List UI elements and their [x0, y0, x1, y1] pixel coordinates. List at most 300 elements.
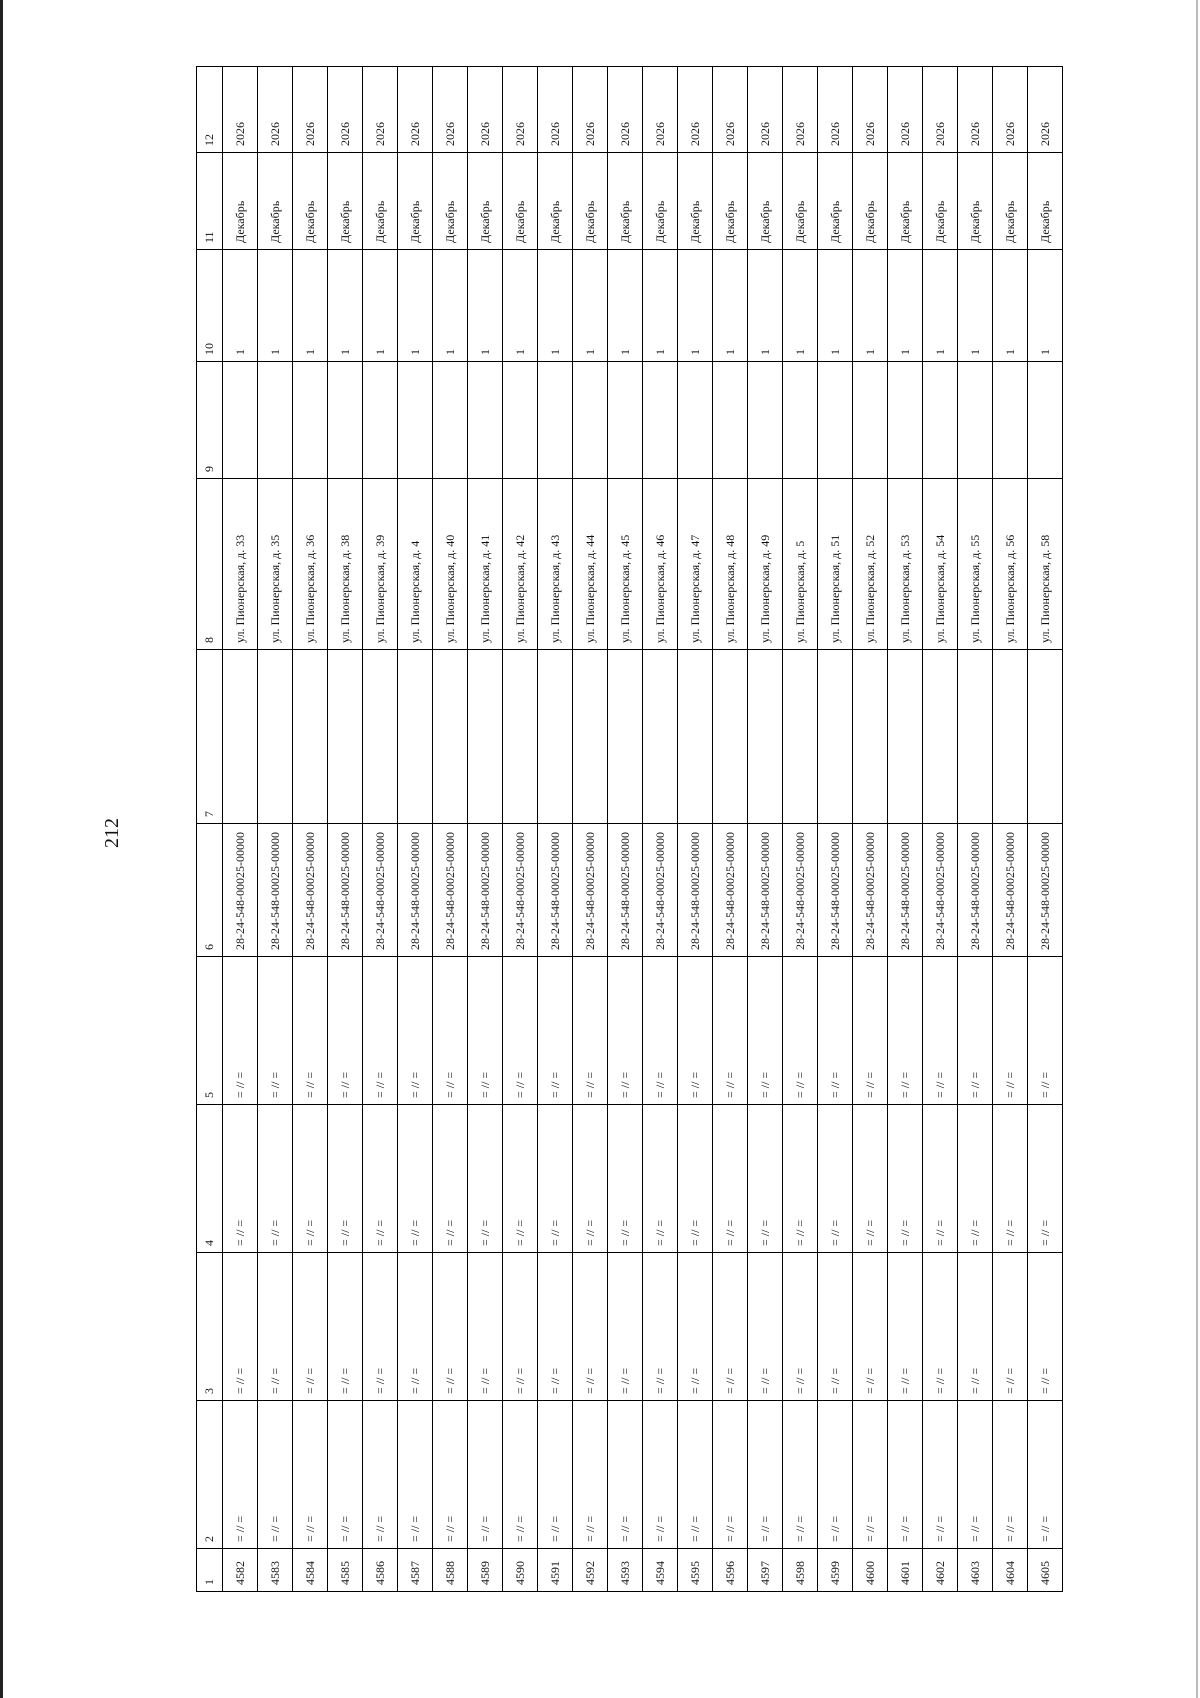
- col4-cell: = // =: [573, 1105, 608, 1253]
- table-row: [293, 67, 328, 1592]
- col9-cell: [713, 362, 748, 479]
- col2-cell: = // =: [853, 1401, 888, 1549]
- col2-cell: = // =: [398, 1401, 433, 1549]
- col3-cell: = // =: [503, 1253, 538, 1401]
- col3-cell: = // =: [923, 1253, 958, 1401]
- address-cell: ул. Пионерская, д. 42: [503, 479, 538, 650]
- col7-cell: [608, 650, 643, 824]
- column-header: 8: [197, 479, 223, 650]
- address-cell: ул. Пионерская, д. 44: [573, 479, 608, 650]
- year-cell: 2026: [223, 67, 258, 153]
- year-cell: 2026: [258, 67, 293, 153]
- col3-cell: = // =: [713, 1253, 748, 1401]
- table-row: [1028, 67, 1063, 1592]
- col3-cell: = // =: [818, 1253, 853, 1401]
- table-row: [468, 67, 503, 1592]
- scan-edge-right: [1196, 0, 1198, 1698]
- year-cell: 2026: [678, 67, 713, 153]
- year-cell: 2026: [538, 67, 573, 153]
- address-cell: ул. Пионерская, д. 38: [328, 479, 363, 650]
- month-cell: Декабрь: [363, 153, 398, 250]
- table-row: [538, 67, 573, 1592]
- col5-cell: = // =: [258, 957, 293, 1105]
- col3-cell: = // =: [363, 1253, 398, 1401]
- column-header: 3: [197, 1253, 223, 1401]
- col2-cell: = // =: [1028, 1401, 1063, 1549]
- col4-cell: = // =: [958, 1105, 993, 1253]
- year-cell: 2026: [328, 67, 363, 153]
- col2-cell: = // =: [433, 1401, 468, 1549]
- col5-cell: = // =: [678, 957, 713, 1105]
- col4-cell: = // =: [503, 1105, 538, 1253]
- column-header: 4: [197, 1105, 223, 1253]
- col4-cell: = // =: [888, 1105, 923, 1253]
- col2-cell: = // =: [643, 1401, 678, 1549]
- col4-cell: = // =: [608, 1105, 643, 1253]
- quantity-cell: 1: [818, 250, 853, 362]
- col7-cell: [468, 650, 503, 824]
- column-header: 2: [197, 1401, 223, 1549]
- col2-cell: = // =: [608, 1401, 643, 1549]
- col3-cell: = // =: [468, 1253, 503, 1401]
- address-cell: ул. Пионерская, д. 48: [713, 479, 748, 650]
- quantity-cell: 1: [1028, 250, 1063, 362]
- quantity-cell: 1: [398, 250, 433, 362]
- quantity-cell: 1: [783, 250, 818, 362]
- col7-cell: [573, 650, 608, 824]
- col7-cell: [538, 650, 573, 824]
- quantity-cell: 1: [433, 250, 468, 362]
- table-row: [223, 67, 258, 1592]
- table-row: [643, 67, 678, 1592]
- col9-cell: [853, 362, 888, 479]
- col7-cell: [993, 650, 1028, 824]
- address-cell: ул. Пионерская, д. 54: [923, 479, 958, 650]
- col2-cell: = // =: [748, 1401, 783, 1549]
- col3-cell: = // =: [328, 1253, 363, 1401]
- row-number-cell: 4596: [713, 1549, 748, 1592]
- quantity-cell: 1: [958, 250, 993, 362]
- row-number-cell: 4599: [818, 1549, 853, 1592]
- month-cell: Декабрь: [678, 153, 713, 250]
- table-row: [608, 67, 643, 1592]
- address-cell: ул. Пионерская, д. 46: [643, 479, 678, 650]
- col4-cell: = // =: [643, 1105, 678, 1253]
- col5-cell: = // =: [468, 957, 503, 1105]
- quantity-cell: 1: [678, 250, 713, 362]
- col2-cell: = // =: [363, 1401, 398, 1549]
- cadastral-code-cell: 28-24-548-00025-00000: [328, 824, 363, 957]
- col9-cell: [363, 362, 398, 479]
- table-row: [853, 67, 888, 1592]
- table-row: [398, 67, 433, 1592]
- col2-cell: = // =: [818, 1401, 853, 1549]
- col2-cell: = // =: [223, 1401, 258, 1549]
- col5-cell: = // =: [293, 957, 328, 1105]
- table-row: [923, 67, 958, 1592]
- year-cell: 2026: [888, 67, 923, 153]
- col5-cell: = // =: [328, 957, 363, 1105]
- col9-cell: [433, 362, 468, 479]
- col5-cell: = // =: [818, 957, 853, 1105]
- col3-cell: = // =: [258, 1253, 293, 1401]
- col2-cell: = // =: [678, 1401, 713, 1549]
- month-cell: Декабрь: [1028, 153, 1063, 250]
- col7-cell: [923, 650, 958, 824]
- col3-cell: = // =: [678, 1253, 713, 1401]
- col5-cell: = // =: [993, 957, 1028, 1105]
- col2-cell: = // =: [328, 1401, 363, 1549]
- address-cell: ул. Пионерская, д. 56: [993, 479, 1028, 650]
- table-row: [258, 67, 293, 1592]
- col2-cell: = // =: [713, 1401, 748, 1549]
- column-header: 10: [197, 250, 223, 362]
- col4-cell: = // =: [398, 1105, 433, 1253]
- page-number: 212: [101, 818, 123, 848]
- year-cell: 2026: [363, 67, 398, 153]
- table-row: [573, 67, 608, 1592]
- col3-cell: = // =: [398, 1253, 433, 1401]
- col4-cell: = // =: [678, 1105, 713, 1253]
- col2-cell: = // =: [923, 1401, 958, 1549]
- col7-cell: [293, 650, 328, 824]
- col4-cell: = // =: [713, 1105, 748, 1253]
- row-number-cell: 4598: [783, 1549, 818, 1592]
- column-header: 5: [197, 957, 223, 1105]
- col3-cell: = // =: [1028, 1253, 1063, 1401]
- row-number-cell: 4595: [678, 1549, 713, 1592]
- year-cell: 2026: [398, 67, 433, 153]
- col5-cell: = // =: [923, 957, 958, 1105]
- col2-cell: = // =: [468, 1401, 503, 1549]
- address-cell: ул. Пионерская, д. 4: [398, 479, 433, 650]
- year-cell: 2026: [1028, 67, 1063, 153]
- col3-cell: = // =: [573, 1253, 608, 1401]
- row-number-cell: 4587: [398, 1549, 433, 1592]
- year-cell: 2026: [748, 67, 783, 153]
- registry-table-wrapper: [196, 67, 1093, 1592]
- cadastral-code-cell: 28-24-548-00025-00000: [573, 824, 608, 957]
- address-cell: ул. Пионерская, д. 45: [608, 479, 643, 650]
- year-cell: 2026: [818, 67, 853, 153]
- col4-cell: = // =: [258, 1105, 293, 1253]
- col9-cell: [923, 362, 958, 479]
- column-header: 6: [197, 824, 223, 957]
- table-row: [958, 67, 993, 1592]
- cadastral-code-cell: 28-24-548-00025-00000: [258, 824, 293, 957]
- address-cell: ул. Пионерская, д. 5: [783, 479, 818, 650]
- address-cell: ул. Пионерская, д. 36: [293, 479, 328, 650]
- col3-cell: = // =: [888, 1253, 923, 1401]
- col5-cell: = // =: [573, 957, 608, 1105]
- col4-cell: = // =: [1028, 1105, 1063, 1253]
- col4-cell: = // =: [538, 1105, 573, 1253]
- row-number-cell: 4597: [748, 1549, 783, 1592]
- col7-cell: [503, 650, 538, 824]
- quantity-cell: 1: [748, 250, 783, 362]
- row-number-cell: 4588: [433, 1549, 468, 1592]
- row-number-cell: 4600: [853, 1549, 888, 1592]
- column-header: 7: [197, 650, 223, 824]
- col5-cell: = // =: [608, 957, 643, 1105]
- col9-cell: [1028, 362, 1063, 479]
- col5-cell: = // =: [853, 957, 888, 1105]
- quantity-cell: 1: [363, 250, 398, 362]
- address-cell: ул. Пионерская, д. 49: [748, 479, 783, 650]
- col4-cell: = // =: [818, 1105, 853, 1253]
- row-number-cell: 4593: [608, 1549, 643, 1592]
- year-cell: 2026: [468, 67, 503, 153]
- col4-cell: = // =: [363, 1105, 398, 1253]
- year-cell: 2026: [433, 67, 468, 153]
- cadastral-code-cell: 28-24-548-00025-00000: [958, 824, 993, 957]
- col3-cell: = // =: [223, 1253, 258, 1401]
- row-number-cell: 4604: [993, 1549, 1028, 1592]
- col7-cell: [783, 650, 818, 824]
- col9-cell: [328, 362, 363, 479]
- col9-cell: [608, 362, 643, 479]
- col5-cell: = // =: [958, 957, 993, 1105]
- table-body: [197, 67, 1063, 1592]
- col3-cell: = // =: [538, 1253, 573, 1401]
- col4-cell: = // =: [468, 1105, 503, 1253]
- col4-cell: = // =: [923, 1105, 958, 1253]
- quantity-cell: 1: [258, 250, 293, 362]
- month-cell: Декабрь: [538, 153, 573, 250]
- col4-cell: = // =: [783, 1105, 818, 1253]
- cadastral-code-cell: 28-24-548-00025-00000: [433, 824, 468, 957]
- quantity-cell: 1: [888, 250, 923, 362]
- table-row: [993, 67, 1028, 1592]
- col2-cell: = // =: [783, 1401, 818, 1549]
- col2-cell: = // =: [503, 1401, 538, 1549]
- row-number-cell: 4582: [223, 1549, 258, 1592]
- col4-cell: = // =: [433, 1105, 468, 1253]
- cadastral-code-cell: 28-24-548-00025-00000: [853, 824, 888, 957]
- column-header: 1: [197, 1549, 223, 1592]
- col5-cell: = // =: [363, 957, 398, 1105]
- cadastral-code-cell: 28-24-548-00025-00000: [503, 824, 538, 957]
- col7-cell: [398, 650, 433, 824]
- col4-cell: = // =: [993, 1105, 1028, 1253]
- address-cell: ул. Пионерская, д. 39: [363, 479, 398, 650]
- col2-cell: = // =: [293, 1401, 328, 1549]
- col7-cell: [958, 650, 993, 824]
- col2-cell: = // =: [573, 1401, 608, 1549]
- month-cell: Декабрь: [818, 153, 853, 250]
- year-cell: 2026: [783, 67, 818, 153]
- quantity-cell: 1: [293, 250, 328, 362]
- quantity-cell: 1: [713, 250, 748, 362]
- year-cell: 2026: [608, 67, 643, 153]
- header-row: [197, 67, 223, 1592]
- quantity-cell: 1: [223, 250, 258, 362]
- col9-cell: [783, 362, 818, 479]
- quantity-cell: 1: [573, 250, 608, 362]
- year-cell: 2026: [993, 67, 1028, 153]
- cadastral-code-cell: 28-24-548-00025-00000: [748, 824, 783, 957]
- year-cell: 2026: [853, 67, 888, 153]
- col3-cell: = // =: [748, 1253, 783, 1401]
- row-number-cell: 4594: [643, 1549, 678, 1592]
- col3-cell: = // =: [853, 1253, 888, 1401]
- table-row: [678, 67, 713, 1592]
- row-number-cell: 4601: [888, 1549, 923, 1592]
- address-cell: ул. Пионерская, д. 47: [678, 479, 713, 650]
- col4-cell: = // =: [748, 1105, 783, 1253]
- col5-cell: = // =: [1028, 957, 1063, 1105]
- row-number-cell: 4603: [958, 1549, 993, 1592]
- col9-cell: [258, 362, 293, 479]
- column-header: 9: [197, 362, 223, 479]
- address-cell: ул. Пионерская, д. 55: [958, 479, 993, 650]
- cadastral-code-cell: 28-24-548-00025-00000: [783, 824, 818, 957]
- quantity-cell: 1: [608, 250, 643, 362]
- row-number-cell: 4605: [1028, 1549, 1063, 1592]
- col7-cell: [713, 650, 748, 824]
- month-cell: Декабрь: [643, 153, 678, 250]
- cadastral-code-cell: 28-24-548-00025-00000: [993, 824, 1028, 957]
- address-cell: ул. Пионерская, д. 52: [853, 479, 888, 650]
- col4-cell: = // =: [328, 1105, 363, 1253]
- cadastral-code-cell: 28-24-548-00025-00000: [363, 824, 398, 957]
- year-cell: 2026: [293, 67, 328, 153]
- row-number-cell: 4583: [258, 1549, 293, 1592]
- col3-cell: = // =: [993, 1253, 1028, 1401]
- year-cell: 2026: [958, 67, 993, 153]
- month-cell: Декабрь: [853, 153, 888, 250]
- row-number-cell: 4585: [328, 1549, 363, 1592]
- quantity-cell: 1: [853, 250, 888, 362]
- month-cell: Декабрь: [993, 153, 1028, 250]
- cadastral-code-cell: 28-24-548-00025-00000: [643, 824, 678, 957]
- address-cell: ул. Пионерская, д. 51: [818, 479, 853, 650]
- table-row: [818, 67, 853, 1592]
- col3-cell: = // =: [643, 1253, 678, 1401]
- col9-cell: [643, 362, 678, 479]
- cadastral-code-cell: 28-24-548-00025-00000: [678, 824, 713, 957]
- month-cell: Декабрь: [223, 153, 258, 250]
- month-cell: Декабрь: [293, 153, 328, 250]
- row-number-cell: 4592: [573, 1549, 608, 1592]
- column-header: 12: [197, 67, 223, 153]
- col5-cell: = // =: [433, 957, 468, 1105]
- address-cell: ул. Пионерская, д. 41: [468, 479, 503, 650]
- address-cell: ул. Пионерская, д. 43: [538, 479, 573, 650]
- col9-cell: [573, 362, 608, 479]
- col9-cell: [468, 362, 503, 479]
- registry-table: [196, 66, 1063, 1592]
- year-cell: 2026: [923, 67, 958, 153]
- quantity-cell: 1: [328, 250, 363, 362]
- quantity-cell: 1: [643, 250, 678, 362]
- row-number-cell: 4589: [468, 1549, 503, 1592]
- col7-cell: [1028, 650, 1063, 824]
- month-cell: Декабрь: [398, 153, 433, 250]
- col4-cell: = // =: [223, 1105, 258, 1253]
- month-cell: Декабрь: [608, 153, 643, 250]
- col9-cell: [888, 362, 923, 479]
- column-header: 11: [197, 153, 223, 250]
- month-cell: Декабрь: [888, 153, 923, 250]
- col9-cell: [748, 362, 783, 479]
- col7-cell: [818, 650, 853, 824]
- month-cell: Декабрь: [783, 153, 818, 250]
- cadastral-code-cell: 28-24-548-00025-00000: [923, 824, 958, 957]
- col3-cell: = // =: [783, 1253, 818, 1401]
- cadastral-code-cell: 28-24-548-00025-00000: [223, 824, 258, 957]
- table-row: [713, 67, 748, 1592]
- table-row: [433, 67, 468, 1592]
- col2-cell: = // =: [888, 1401, 923, 1549]
- month-cell: Декабрь: [573, 153, 608, 250]
- quantity-cell: 1: [923, 250, 958, 362]
- address-cell: ул. Пионерская, д. 35: [258, 479, 293, 650]
- cadastral-code-cell: 28-24-548-00025-00000: [608, 824, 643, 957]
- col3-cell: = // =: [958, 1253, 993, 1401]
- col5-cell: = // =: [748, 957, 783, 1105]
- month-cell: Декабрь: [713, 153, 748, 250]
- col3-cell: = // =: [433, 1253, 468, 1401]
- month-cell: Декабрь: [503, 153, 538, 250]
- col2-cell: = // =: [993, 1401, 1028, 1549]
- col9-cell: [293, 362, 328, 479]
- col7-cell: [363, 650, 398, 824]
- col2-cell: = // =: [258, 1401, 293, 1549]
- month-cell: Декабрь: [468, 153, 503, 250]
- month-cell: Декабрь: [923, 153, 958, 250]
- col5-cell: = // =: [503, 957, 538, 1105]
- col9-cell: [538, 362, 573, 479]
- month-cell: Декабрь: [258, 153, 293, 250]
- address-cell: ул. Пионерская, д. 33: [223, 479, 258, 650]
- cadastral-code-cell: 28-24-548-00025-00000: [818, 824, 853, 957]
- col7-cell: [643, 650, 678, 824]
- table-row: [328, 67, 363, 1592]
- quantity-cell: 1: [993, 250, 1028, 362]
- month-cell: Декабрь: [433, 153, 468, 250]
- col4-cell: = // =: [853, 1105, 888, 1253]
- col5-cell: = // =: [643, 957, 678, 1105]
- cadastral-code-cell: 28-24-548-00025-00000: [538, 824, 573, 957]
- col5-cell: = // =: [223, 957, 258, 1105]
- col7-cell: [223, 650, 258, 824]
- col7-cell: [258, 650, 293, 824]
- col5-cell: = // =: [538, 957, 573, 1105]
- address-cell: ул. Пионерская, д. 58: [1028, 479, 1063, 650]
- cadastral-code-cell: 28-24-548-00025-00000: [293, 824, 328, 957]
- cadastral-code-cell: 28-24-548-00025-00000: [1028, 824, 1063, 957]
- cadastral-code-cell: 28-24-548-00025-00000: [713, 824, 748, 957]
- col7-cell: [888, 650, 923, 824]
- col3-cell: = // =: [293, 1253, 328, 1401]
- col7-cell: [678, 650, 713, 824]
- month-cell: Декабрь: [748, 153, 783, 250]
- col7-cell: [748, 650, 783, 824]
- quantity-cell: 1: [538, 250, 573, 362]
- col2-cell: = // =: [538, 1401, 573, 1549]
- col7-cell: [853, 650, 888, 824]
- col5-cell: = // =: [398, 957, 433, 1105]
- col9-cell: [993, 362, 1028, 479]
- table-row: [783, 67, 818, 1592]
- table-row: [748, 67, 783, 1592]
- month-cell: Декабрь: [958, 153, 993, 250]
- month-cell: Декабрь: [328, 153, 363, 250]
- cadastral-code-cell: 28-24-548-00025-00000: [468, 824, 503, 957]
- col7-cell: [433, 650, 468, 824]
- row-number-cell: 4590: [503, 1549, 538, 1592]
